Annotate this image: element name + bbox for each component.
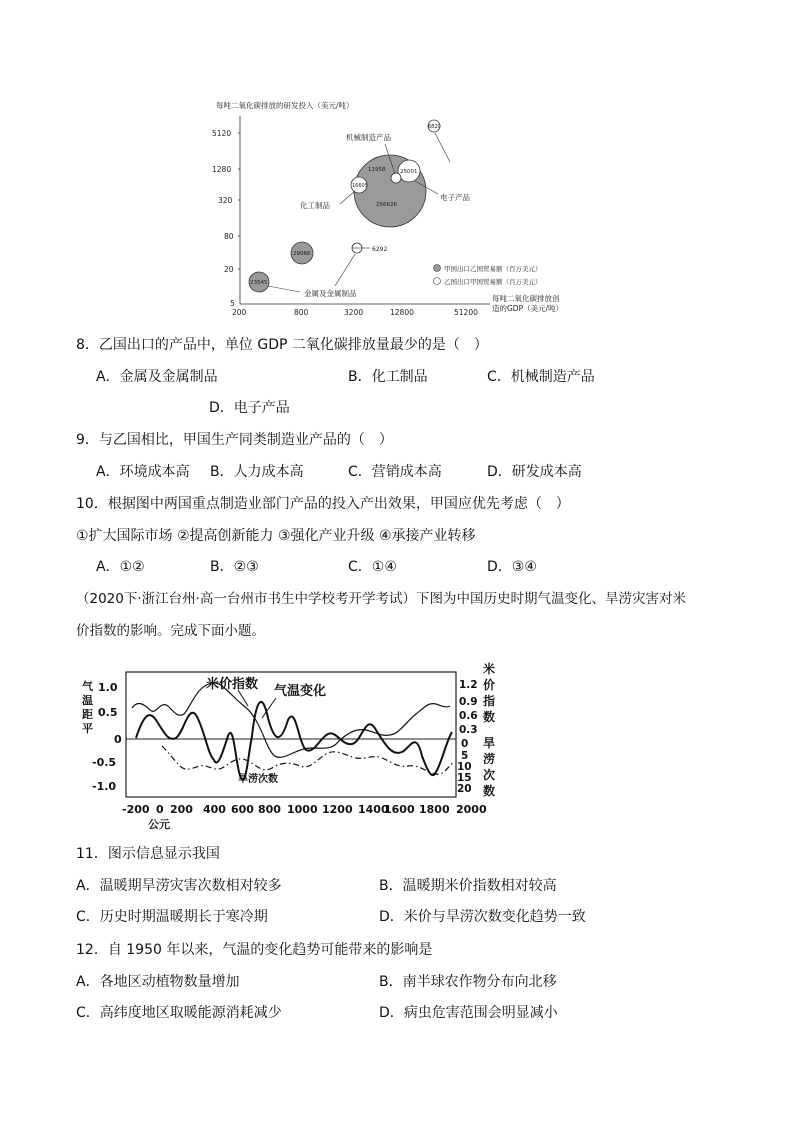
q9-option-a[interactable]: A．环境成本高 bbox=[96, 464, 190, 480]
question-8-stem: 8．乙国出口的产品中，单位 GDP 二氧化碳排放量最少的是（ ） bbox=[76, 337, 488, 353]
x-tick: 2000 bbox=[456, 803, 487, 816]
section-intro-line2: 价指数的影响。完成下面小题。 bbox=[76, 623, 265, 639]
q9-option-c[interactable]: C．营销成本高 bbox=[348, 464, 442, 480]
right-tick: 0.6 bbox=[459, 710, 478, 722]
right-tick: 1.2 bbox=[459, 679, 478, 691]
left-tick: 0 bbox=[114, 733, 122, 746]
question-10-items: ①扩大国际市场 ②提高创新能力 ③强化产业升级 ④承接产业转移 bbox=[76, 528, 476, 544]
left-axis-char: 温 bbox=[82, 694, 93, 707]
q10-option-c[interactable]: C．①④ bbox=[348, 559, 397, 575]
right-tick: 15 bbox=[457, 772, 472, 784]
bubble-label: 29066 bbox=[293, 251, 311, 257]
right-axis-char: 次 bbox=[483, 768, 496, 782]
q9-option-d[interactable]: D．研发成本高 bbox=[487, 464, 582, 480]
q10-option-b[interactable]: B．②③ bbox=[210, 559, 259, 575]
label-chemical: 化工制品 bbox=[300, 201, 330, 210]
left-axis-char: 平 bbox=[82, 722, 93, 735]
x-tick: 600 bbox=[231, 803, 254, 816]
legend-gray: 甲国出口乙国贸易额（百万美元） bbox=[444, 265, 542, 273]
q8-option-c[interactable]: C．机械制造产品 bbox=[487, 369, 595, 385]
right-axis-char: 数 bbox=[483, 710, 496, 724]
q12-option-d[interactable]: D．病虫危害范围会明显减小 bbox=[379, 1005, 558, 1021]
label-temperature: 气温变化 bbox=[274, 684, 327, 699]
x-axis-title: 每吨二氧化碳排放创 bbox=[492, 294, 560, 303]
bubble-label: 6820 bbox=[428, 124, 441, 130]
left-tick: -1.0 bbox=[92, 780, 117, 793]
left-tick: 1.0 bbox=[98, 681, 118, 694]
question-12-stem: 12．自 1950 年以来，气温的变化趋势可能带来的影响是 bbox=[76, 942, 433, 958]
bubble-chart bbox=[200, 96, 564, 326]
left-tick: -0.5 bbox=[92, 756, 117, 769]
x-unit: 公元 bbox=[148, 818, 170, 831]
label-machinery: 机械制造产品 bbox=[346, 133, 391, 142]
label-flood-count: 旱涝次数 bbox=[238, 774, 278, 785]
q11-option-d[interactable]: D．米价与旱涝次数变化趋势一致 bbox=[379, 909, 586, 925]
bubble-label: 256626 bbox=[376, 202, 397, 208]
climate-chart bbox=[76, 660, 496, 832]
bubble-label: 25001 bbox=[400, 169, 418, 175]
right-axis-char: 涝 bbox=[483, 752, 496, 766]
q11-option-a[interactable]: A．温暖期旱涝灾害次数相对较多 bbox=[76, 878, 282, 894]
x-tick: 200 bbox=[170, 803, 193, 816]
x-tick: 3200 bbox=[344, 308, 364, 317]
q10-option-a[interactable]: A．①② bbox=[96, 559, 145, 575]
x-tick: 800 bbox=[294, 308, 309, 317]
left-tick: 0.5 bbox=[98, 706, 118, 719]
q12-option-a[interactable]: A．各地区动植物数量增加 bbox=[76, 974, 240, 990]
right-tick: 0.9 bbox=[459, 696, 478, 708]
q10-option-d[interactable]: D．③④ bbox=[487, 559, 537, 575]
bubble-chart-y-axis-title: 每吨二氧化碳排放的研发投入（美元/吨） bbox=[216, 101, 354, 110]
right-axis-char: 价 bbox=[483, 678, 496, 692]
label-metal: 金属及金属制品 bbox=[304, 289, 357, 298]
y-tick: 1280 bbox=[212, 165, 232, 174]
y-tick: 5120 bbox=[212, 129, 232, 138]
left-axis-char: 距 bbox=[82, 708, 93, 721]
left-axis-char: 气 bbox=[82, 680, 93, 693]
bubble-label: 16605 bbox=[352, 183, 368, 189]
x-tick: 1800 bbox=[419, 803, 450, 816]
right-tick: 5 bbox=[461, 750, 469, 762]
right-axis-char: 旱 bbox=[483, 736, 496, 750]
q8-option-d[interactable]: D．电子产品 bbox=[209, 400, 290, 416]
x-axis-title: 造的GDP（美元/吨） bbox=[492, 304, 564, 313]
right-tick: 0 bbox=[461, 738, 469, 750]
x-tick: -200 bbox=[122, 803, 150, 816]
right-axis-char: 米 bbox=[483, 662, 496, 676]
q8-option-b[interactable]: B．化工制品 bbox=[348, 369, 428, 385]
x-tick: 12800 bbox=[390, 308, 414, 317]
y-tick: 20 bbox=[224, 265, 234, 274]
x-tick: 1200 bbox=[322, 803, 353, 816]
x-tick: 1600 bbox=[384, 803, 415, 816]
bubble-label: 6292 bbox=[372, 246, 388, 253]
x-tick: 1000 bbox=[287, 803, 318, 816]
x-tick: 51200 bbox=[454, 308, 478, 317]
bubble-label: 11958 bbox=[368, 167, 386, 173]
x-tick: 400 bbox=[203, 803, 226, 816]
question-11-stem: 11．图示信息显示我国 bbox=[76, 846, 220, 862]
x-tick: 0 bbox=[156, 803, 164, 816]
bubble-label: 23545 bbox=[250, 280, 268, 286]
section-intro-line1: （2020下·浙江台州·高一台州市书生中学校考开学考试）下图为中国历史时期气温变化、旱涝灾害对米 bbox=[76, 591, 686, 607]
q11-option-b[interactable]: B．温暖期米价指数相对较高 bbox=[379, 878, 557, 894]
question-10-stem: 10．根据图中两国重点制造业部门产品的投入产出效果，甲国应优先考虑（ ） bbox=[76, 496, 570, 512]
label-rice-price: 米价指数 bbox=[206, 677, 259, 692]
q12-option-c[interactable]: C．高纬度地区取暖能源消耗减少 bbox=[76, 1005, 282, 1021]
x-tick: 200 bbox=[232, 308, 247, 317]
right-tick: 0.3 bbox=[459, 724, 478, 736]
question-9-stem: 9．与乙国相比，甲国生产同类制造业产品的（ ） bbox=[76, 432, 393, 448]
label-electronic: 电子产品 bbox=[440, 193, 470, 202]
q9-option-b[interactable]: B．人力成本高 bbox=[210, 464, 304, 480]
legend-white: 乙国出口甲国贸易额（百万美元） bbox=[444, 278, 542, 286]
right-axis-char: 指 bbox=[483, 694, 496, 708]
q8-option-a[interactable]: A．金属及金属制品 bbox=[96, 369, 218, 385]
y-tick: 5 bbox=[230, 299, 235, 308]
q11-option-c[interactable]: C．历史时期温暖期长于寒冷期 bbox=[76, 909, 268, 925]
right-axis-char: 数 bbox=[483, 784, 496, 798]
right-tick: 10 bbox=[457, 761, 472, 773]
right-tick: 20 bbox=[457, 783, 472, 795]
y-tick: 320 bbox=[218, 196, 233, 205]
x-tick: 800 bbox=[258, 803, 281, 816]
x-tick: 1400 bbox=[358, 803, 389, 816]
y-tick: 80 bbox=[224, 232, 234, 241]
q12-option-b[interactable]: B．南半球农作物分布向北移 bbox=[379, 974, 557, 990]
